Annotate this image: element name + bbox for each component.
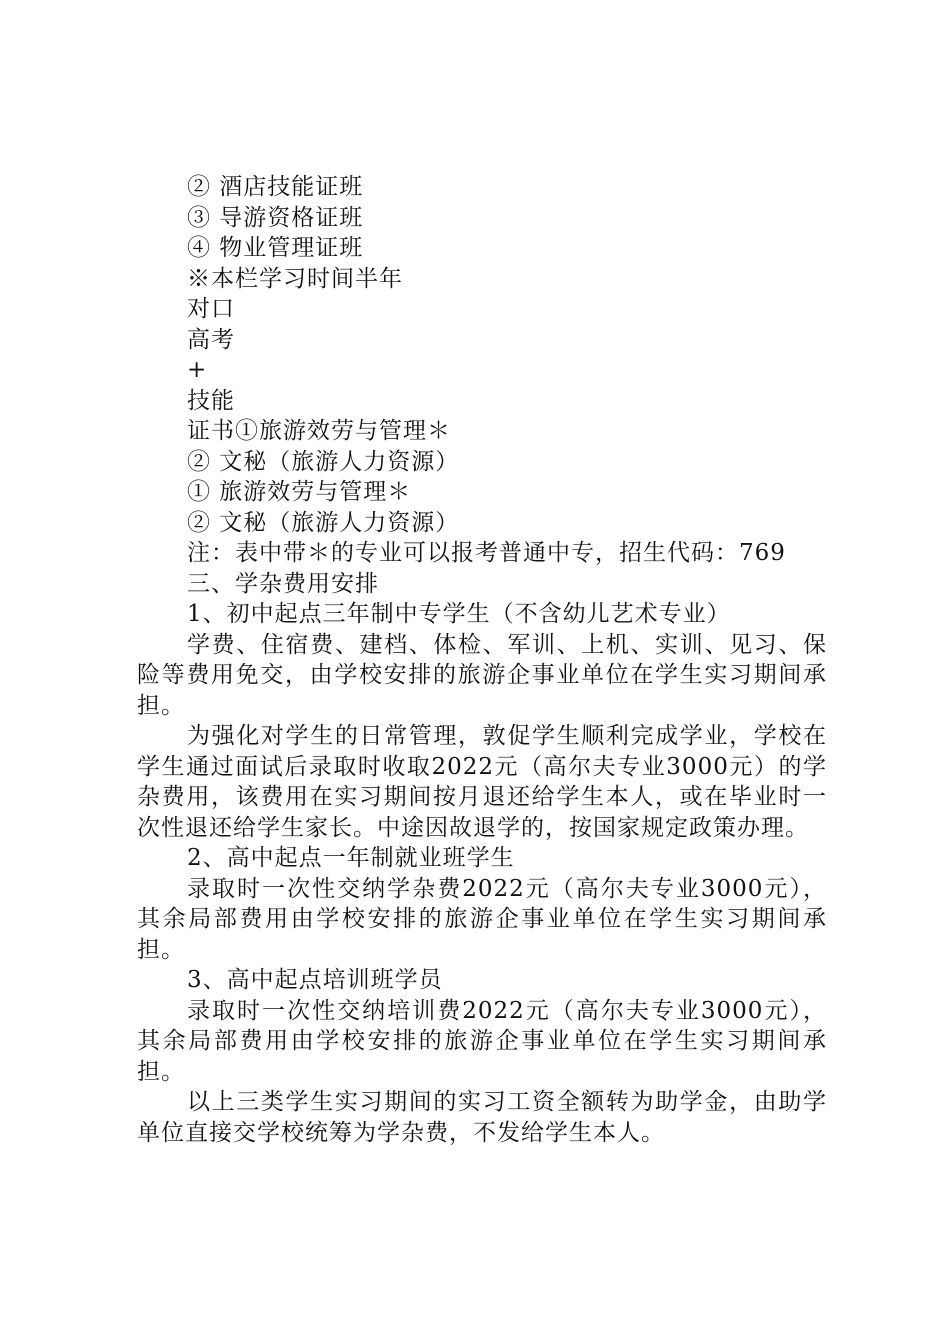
text-line: ② 酒店技能证班 bbox=[187, 174, 364, 200]
text-line: 对口 bbox=[187, 296, 235, 322]
paragraph: 录取时一次性交纳培训费2022元（高尔夫专业3000元），其余局部费用由学校安排的旅游企事业单位在学生实习期间承担。 bbox=[137, 997, 827, 1085]
document-body bbox=[137, 172, 827, 1148]
text-line: ④ 物业管理证班 bbox=[187, 235, 364, 261]
paragraph: 录取时一次性交纳学杂费2022元（高尔夫专业3000元），其余局部费用由学校安排的旅游企事业单位在学生实习期间承担。 bbox=[137, 875, 827, 963]
text-line: ③ 导游资格证班 bbox=[187, 204, 364, 231]
text-line: 技能 bbox=[187, 387, 235, 414]
paragraph: 为强化对学生的日常管理，敦促学生顺利完成学业，学校在学生通过面试后录取时收取2022元（高尔夫专业3000元）的学杂费用，该费用在实习期间按月退还给学生本人，或在毕业时一次性退还给学生家长。中途因故退学的，按国家规定政策办理。 bbox=[137, 723, 827, 841]
text-line: + bbox=[187, 357, 208, 383]
text-line: ② 文秘（旅游人力资源） bbox=[187, 448, 460, 475]
section-title: 三、学杂费用安排 bbox=[187, 570, 379, 597]
text-line: ※本栏学习时间半年 bbox=[187, 265, 403, 292]
text-line: ① 旅游效劳与管理＊ bbox=[187, 479, 412, 505]
text-line: ② 文秘（旅游人力资源） bbox=[187, 509, 460, 536]
subsection-heading: 1、初中起点三年制中专学生（不含幼儿艺术专业） bbox=[187, 601, 731, 627]
note-line: 注：表中带＊的专业可以报考普通中专，招生代码：769 bbox=[187, 540, 786, 566]
subsection-heading: 3、高中起点培训班学员 bbox=[187, 967, 443, 993]
subsection-heading: 2、高中起点一年制就业班学生 bbox=[187, 845, 515, 871]
text-line: 证书①旅游效劳与管理＊ bbox=[187, 418, 451, 444]
paragraph: 学费、住宿费、建档、体检、军训、上机、实训、见习、保险等费用免交，由学校安排的旅游企事业单位在学生实习期间承担。 bbox=[137, 631, 827, 719]
paragraph: 以上三类学生实习期间的实习工资全额转为助学金，由助学单位直接交学校统筹为学杂费，不发给学生本人。 bbox=[137, 1089, 827, 1146]
text-line: 高考 bbox=[187, 326, 235, 353]
